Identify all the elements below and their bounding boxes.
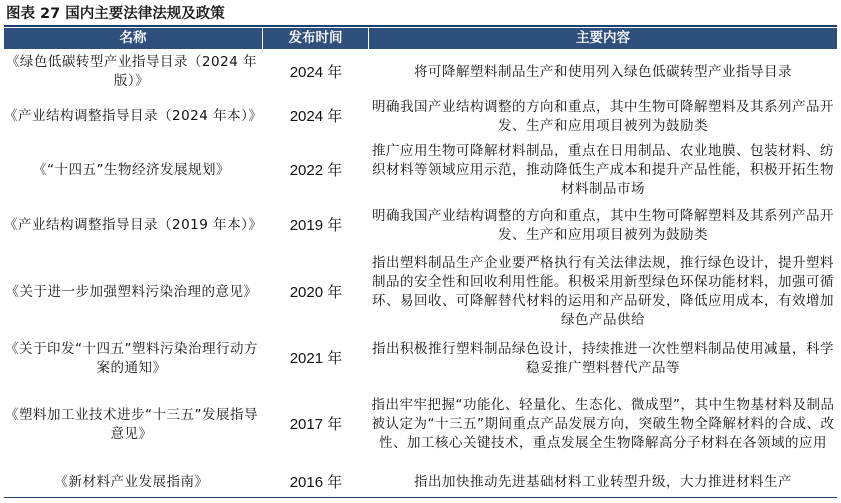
main-content: 明确我国产业结构调整的方向和重点，其中生物可降解塑料及其系列产品开发、生产和应用项目被列为鼓励类 [372,207,834,243]
table-row [4,470,837,494]
policy-name: 《产业结构调整指导目录（2024 年本）》 [4,108,263,124]
release-date: 2022 年 [289,162,343,179]
release-date: 2017 年 [289,416,343,433]
policy-name: 《塑料加工业技术进步“十三五”发展指导意见》 [5,406,258,442]
table-row [4,140,837,201]
release-date: 2021 年 [289,350,343,367]
table-row [4,382,837,467]
main-content: 指出牢牢把握“功能化、轻量化、生态化、微成型”，其中生物基材料及制品被认定为“十三五”期间重点产品发展方向，突破生物全降解材料的合成、改性、加工核心关键技术，重点发展全生物降解高分子材料在各领域的应用 [371,397,835,451]
policy-name: 《绿色低碳转型产业指导目录（2024 年版）》 [5,54,258,89]
policy-name: 《“十四五”生物经济发展规划》 [33,162,230,178]
policy-name: 《关于印发“十四五”塑料污染治理行动方案的通知》 [5,340,258,376]
bottom-rule [4,497,837,498]
release-date: 2019 年 [289,217,343,234]
table-row [4,52,837,92]
policy-name: 《产业结构调整指导目录（2019 年本）》 [4,217,263,233]
release-date: 2024 年 [289,108,343,125]
main-content: 指出加快推动先进基础材料工业转型升级，大力推进材料生产 [414,473,792,490]
release-date: 2024 年 [289,63,343,81]
main-content: 将可降解塑料制品生产和使用列入绿色低碳转型产业指导目录 [414,63,792,80]
title-rule [4,25,837,27]
main-content: 指出积极推行塑料制品绿色设计，持续推进一次性塑料制品使用减量，科学稳妥推广塑料替代产品等 [372,340,834,376]
table-row [4,249,837,335]
header-content: 主要内容 [576,30,630,46]
figure-title: 图表 27 国内主要法律法规及政策 [6,6,225,22]
policy-name: 《新材料产业发展指南》 [54,473,209,490]
table-row [4,96,837,137]
table-row [4,205,837,246]
header-name: 名称 [119,30,147,46]
table-header [4,28,837,49]
table-row [4,338,837,379]
header-date: 发布时间 [288,30,343,46]
policy-name: 《关于进一步加强塑料污染治理的意见》 [5,283,258,300]
release-date: 2016 年 [289,473,343,491]
release-date: 2020 年 [289,283,343,301]
main-content: 明确我国产业结构调整的方向和重点，其中生物可降解塑料及其系列产品开发、生产和应用项目被列为鼓励类 [372,98,834,134]
main-content: 推广应用生物可降解材料制品，重点在日用制品、农业地膜、包装材料、纺织材料等领域应用示范，推动降低生产成本和提升产品性能，积极开拓生物材料制品市场 [372,143,834,197]
main-content: 指出塑料制品生产企业要严格执行有关法律法规，推行绿色设计，提升塑料制品的安全性和回收利用性能。积极采用新型绿色环保功能材料，加强可循环、易回收、可降解替代材料的运用和产品研发，降低应用成本，有效增加绿色产品供给 [372,255,834,328]
